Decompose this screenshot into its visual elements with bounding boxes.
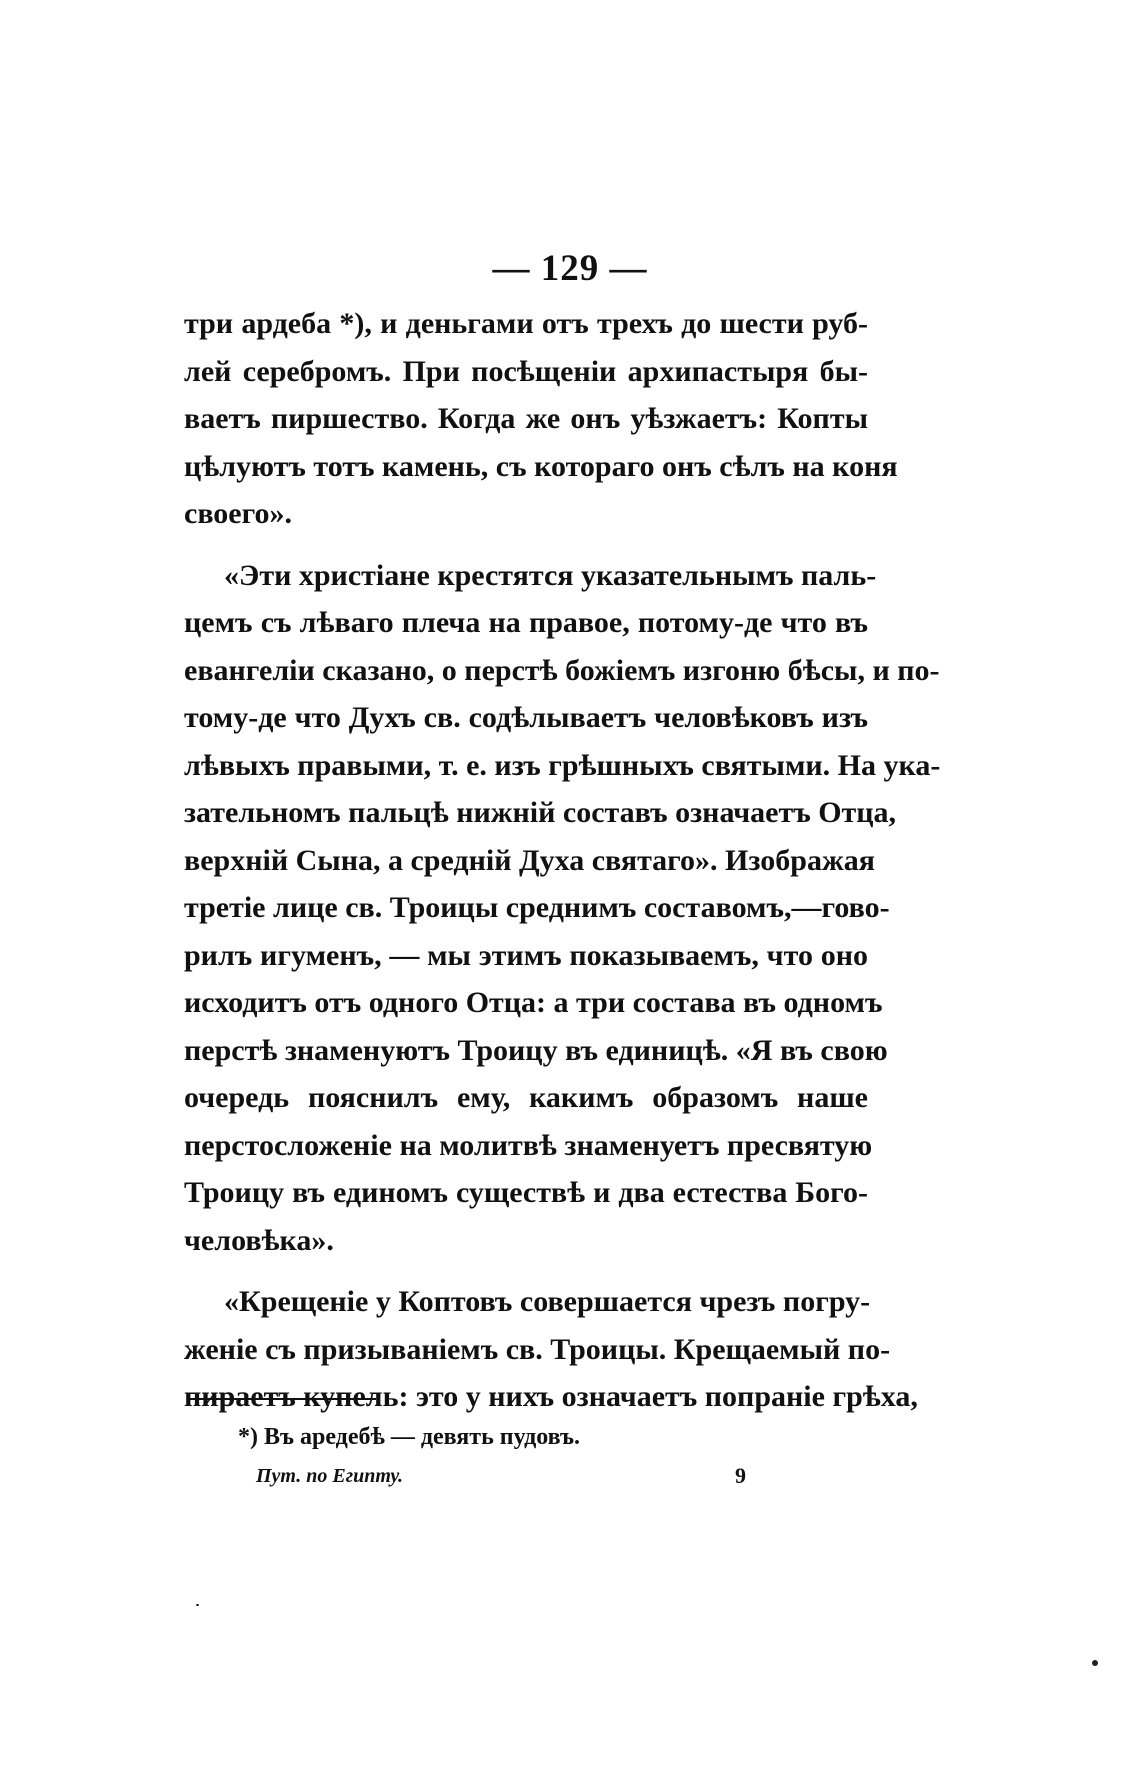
text-line: третіе лице св. Троицы среднимъ составомъ,—гово- [184,891,890,924]
text-line: пираетъ купель: это у нихъ означаетъ попраніе грѣха, [184,1380,918,1413]
text-line: верхній Сына, а средній Духа святаго». Изображая [184,843,875,877]
text-line: женіе съ призываніемъ св. Троицы. Крещаемый по- [184,1332,891,1366]
text-line: «Крещеніе у Коптовъ совершается чрезъ погру- [224,1285,871,1318]
text-line: цѣлуютъ тотъ камень, съ котораго онъ сѣлъ на коня [184,449,898,483]
text-line: евангеліи сказано, о перстѣ божіемъ изгоню бѣсы, и по- [184,653,940,687]
text-line: лей серебромъ. При посѣщеніи архипастыря бы- [184,354,868,388]
paragraph-gap [184,1264,868,1278]
text-line: исходитъ отъ одного Отца: а три состава въ одномъ [184,986,883,1019]
text-line: Троицу въ единомъ существѣ и два естества Бого- [184,1176,868,1209]
signature-mark: 9 [735,1463,746,1488]
text-line: человѣка». [184,1223,334,1257]
text-line: лѣвыхъ правыми, т. е. изъ грѣшныхъ святыми. На ука- [184,748,941,782]
page-number: — 129 — [492,248,648,289]
signature-title: Пут. по Египту. [256,1465,404,1487]
text-line: три ардеба *), и деньгами отъ трехъ до шести руб- [184,307,868,340]
ink-speck [1092,1660,1098,1666]
text-line: перстосложеніе на молитвѣ знаменуетъ пресвятую [184,1128,873,1162]
body-text [184,300,941,1421]
text-line: цемъ съ лѣваго плеча на правое, потому-де что въ [184,606,868,639]
ink-speck [196,1604,199,1606]
text-line: очередь пояснилъ ему, какимъ образомъ наше [184,1081,868,1114]
text-line: ваетъ пиршество. Когда же онъ уѣзжаетъ: Копты [184,402,868,435]
footnote: *) Въ аредебѣ — девять пудовъ. [238,1424,580,1450]
paragraph-gap [184,538,868,552]
text-line: тому-де что Духъ св. содѣлываетъ человѣковъ изъ [184,701,868,734]
text-line: своего». [184,497,293,530]
footnote-divider [190,1398,376,1400]
text-line: перстѣ знаменуютъ Троицу въ единицѣ. «Я въ свою [184,1033,888,1067]
text-line: зательномъ пальцѣ нижній составъ означаетъ Отца, [184,796,897,829]
text-line: рилъ игуменъ, — мы этимъ показываемъ, что оно [184,938,868,972]
text-line: «Эти христіане крестятся указательнымъ паль- [224,558,877,592]
